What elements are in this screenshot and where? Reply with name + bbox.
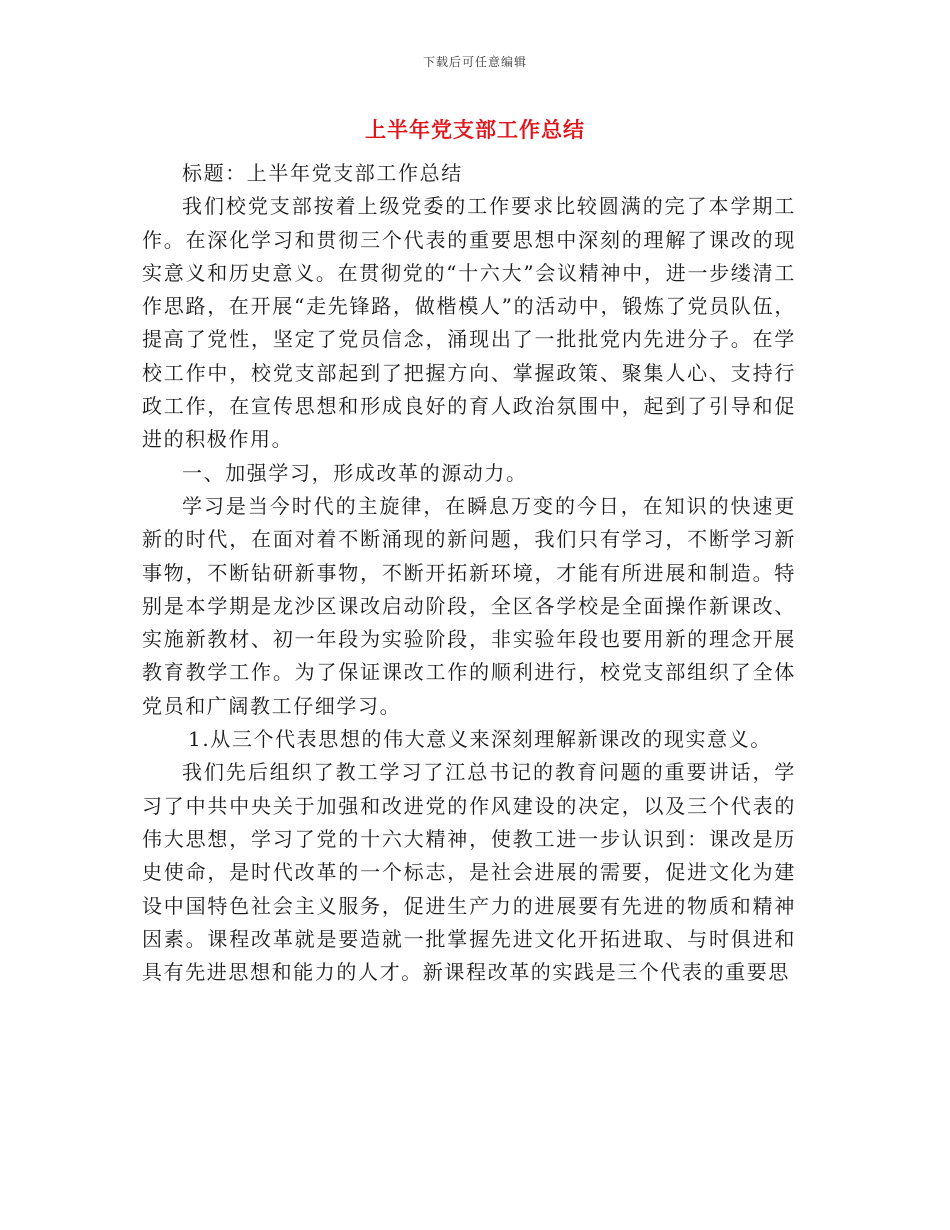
document-title: 上半年党支部工作总结 [365,118,585,142]
paragraph: 我们先后组织了教工学习了江总书记的教育问题的重要讲话，学习了中共中央关于加强和改进党的作风建设的决定，以及三个代表的伟大思想，学习了党的十六大精神，使教工进一步认识到：课改是历史使命，是时代改革的一个标志，是社会进展的需要，促进文化为建设中国特色社会主义服务，促进生产力的进展要有先进的物质和精神因素。课程改革就是要造就一批掌握先进文化开拓进取、与时俱进和具有先进思想和能力的人才。新课程改革的实践是三个代表的重要思 [142,760,796,985]
document-body [142,157,796,989]
numbered-item: 1.从三个代表思想的伟大意义来深刻理解新课改的现实意义。 [188,727,772,752]
paragraph: 我们校党支部按着上级党委的工作要求比较圆满的完了本学期工作。在深化学习和贯彻三个代表的重要思想中深刻的理解了课改的现实意义和历史意义。在贯彻党的“十六大”会议精神中，进一步缕清工作思路，在开展“走先锋路，做楷模人”的活动中，锻炼了党员队伍，提高了党性，坚定了党员信念，涌现出了一批批党内先进分子。在学校工作中，校党支部起到了把握方向、掌握政策、聚集人心、支持行政工作，在宣传思想和形成良好的育人政治氛围中，起到了引导和促进的积极作用。 [142,194,796,452]
section-heading: 一、加强学习，形成改革的源动力。 [182,460,528,485]
header-note: 下载后可任意编辑 [422,55,527,69]
subject-line: 标题：上半年党支部工作总结 [182,161,463,185]
paragraph: 学习是当今时代的主旋律，在瞬息万变的今日，在知识的快速更新的时代，在面对着不断涌现的新问题，我们只有学习，不断学习新事物，不断钻研新事物，不断开拓新环境，才能有所进展和制造。特别是本学期是龙沙区课改启动阶段，全区各学校是全面操作新课改、实施新教材、初一年段为实验阶段，非实验年段也要用新的理念开展教育教学工作。为了保证课改工作的顺利进行，校党支部组织了全体党员和广阔教工仔细学习。 [142,493,796,718]
